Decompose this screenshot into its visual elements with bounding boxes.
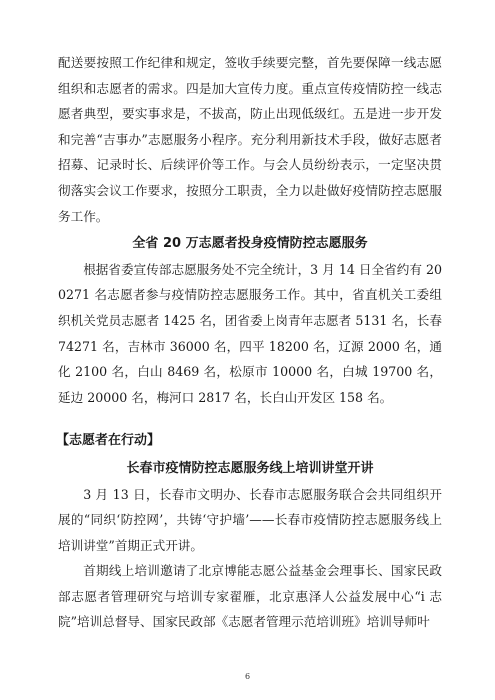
section-label-volunteers-in-action: 【志愿者在行动】 [56, 433, 161, 449]
paragraph-training-launch: 3 月 13 日，长春市文明办、长春市志愿服务联合会共同组织开展的“同织‘防控网’，共铸‘守护墙’——长春市疫情防控志愿服务线上培训讲堂”首期正式开讲。 [58, 486, 442, 553]
paragraph-volunteer-statistics: 根据省委宣传部志愿服务处不完全统计，3 月 14 日全省约有 200271 名志愿者参与疫情防控志愿服务工作。其中，省直机关工委组织机关党员志愿者 1425 名，团省委上岗青年志愿者 5131 名，长春 74271 名，吉林市 36000 名，四平 18200 名，辽源 2000 名，通化 2100 名，白山 8469 名，松原市 10000 名，白城 19700 名，延边 20000 名，梅河口 2817 名，长白山开发区 158 名。 [58, 261, 442, 405]
heading-province-volunteers: 全省 20 万志愿者投身疫情防控志愿服务 [132, 236, 368, 252]
paragraph-volunteer-requirements: 配送要按照工作纪律和规定，签收手续要完整，首先要保障一线志愿组织和志愿者的需求。四是加大宣传力度。重点宣传疫情防控一线志愿者典型，要实事求是，不拔高，防止出现低级红。五是进一步开发和完善“吉事办”志愿服务小程序。充分利用新技术手段，做好志愿者招募、记录时长、后续评价等工作。与会人员纷纷表示，一定坚决贯彻落实会议工作要求，按照分工职责，全力以赴做好疫情防控志愿服务工作。 [58, 55, 442, 224]
document-body [58, 50, 442, 635]
page-number: 6 [244, 672, 251, 681]
heading-changchun-training: 长春市疫情防控志愿服务线上培训讲堂开讲 [126, 460, 374, 476]
paragraph-training-speakers: 首期线上培训邀请了北京博能志愿公益基金会理事长、国家民政部志愿者管理研究与培训专家翟雁，北京惠泽人公益发展中心“i 志院”培训总督导、国家民政部《志愿者管理示范培训班》培训导师叶 [58, 563, 442, 630]
